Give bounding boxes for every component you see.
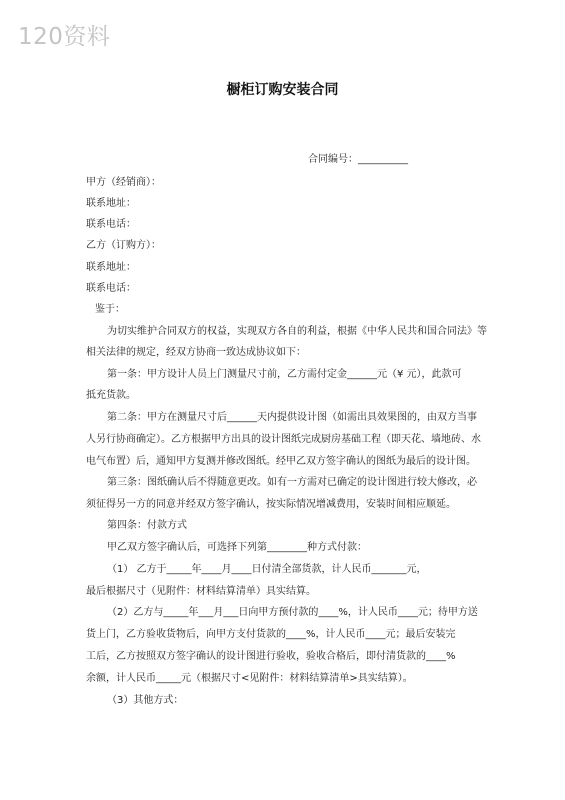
contract-number: 合同编号：__________: [308, 154, 408, 165]
article-2-line: 电气布置）后，通知甲方复测并修改图纸。经甲乙双方签字确认的图纸为最后的设计图。: [86, 456, 476, 467]
article-4-intro: 甲乙双方签字确认后，可选择下列第________种方式付款：: [107, 542, 367, 553]
article-2-line: 人另行协商确定）。乙方根据甲方出具的设计图纸完成厨房基础工程（即天花、墙地砖、水: [86, 434, 481, 445]
article-1-line: 抵充货款。: [86, 390, 136, 401]
party-a-address: 联系地址：: [86, 198, 136, 209]
payment-option-1: 最后根据尺寸（见附件：材料结算清单）具实结算。: [86, 586, 316, 597]
article-3-line: 第三条：图纸确认后不得随意更改。如有一方需对已确定的设计图进行较大修改，必: [107, 477, 477, 488]
payment-option-1: （1） 乙方于_____年____月____日付清全部货款，计人民币_______元，: [107, 564, 427, 575]
article-3-line: 须征得另一方的同意并经双方签字确认，按实际情况增减费用，安装时间相应顺延。: [86, 499, 456, 510]
article-2-line: 第二条：甲方在测量尺寸后______天内提供设计图（如需出具效果图的，由双方当事: [107, 412, 477, 423]
intro-line: 相关法律的规定，经双方协商一致达成协议如下：: [86, 347, 306, 358]
party-b-phone: 联系电话：: [86, 283, 136, 294]
party-b-address: 联系地址：: [86, 262, 136, 273]
payment-option-2: 货上门，乙方验收货物后，向甲方支付货款的____%，计人民币____元；最后安装完: [86, 629, 456, 640]
party-a-phone: 联系电话：: [86, 219, 136, 230]
watermark-text: 120资料: [18, 24, 111, 50]
document-title: 橱柜订购安装合同: [226, 82, 339, 98]
payment-option-2: 余额，计人民币_____元（根据尺寸<见附件：材料结算清单>具实结算）。: [86, 673, 413, 684]
payment-option-2: （2）乙方与_____年___月___日向甲方预付款的____%，计人民币____元；待甲方送: [107, 607, 478, 618]
article-4-heading: 第四条：付款方式: [107, 520, 187, 531]
payment-option-2: 工后，乙方按照双方签字确认的设计图进行验收，验收合格后，即付清货款的____%: [86, 651, 456, 662]
whereas-label: 鉴于：: [95, 304, 125, 315]
article-1-line: 第一条：甲方设计人员上门测量尺寸前，乙方需付定金______元（¥ 元），此款可: [107, 369, 462, 380]
payment-option-3: （3）其他方式：: [107, 695, 184, 706]
intro-line: 为切实维护合同双方的权益，实现双方各自的利益，根据《中华人民共和国合同法》等: [107, 326, 487, 337]
party-b-label: 乙方（订购方）：: [86, 240, 161, 251]
party-a-label: 甲方（经销商）：: [86, 177, 161, 188]
